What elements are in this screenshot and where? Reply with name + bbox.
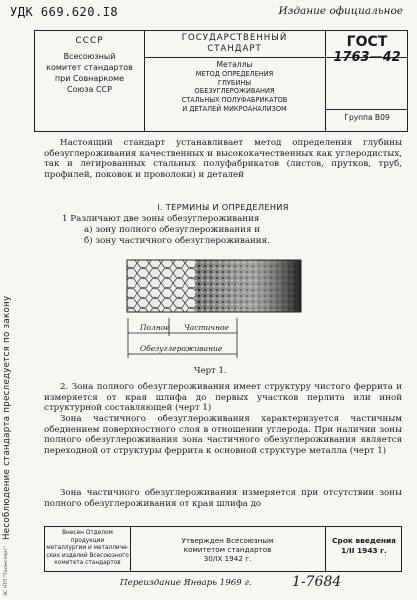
issuing-body-line: при Совнаркоме bbox=[54, 74, 125, 83]
issuing-body-line: Всесоюзный bbox=[63, 52, 116, 61]
approved-by bbox=[130, 536, 325, 564]
effective-date-line: Срок введения bbox=[332, 536, 396, 545]
standard-title-line: ГЛУБИНЫ bbox=[217, 78, 252, 87]
state-standard-label bbox=[144, 33, 325, 55]
official-edition-label: Издание официальное bbox=[278, 5, 403, 17]
udk-code: УДК 669.620.I8 bbox=[10, 5, 119, 19]
standard-title-line: ОБЕЗУГЛЕРОЖИВАНИЯ bbox=[194, 87, 275, 96]
list-item: 1 Различают две зоны обезуглероживания bbox=[62, 214, 260, 224]
approved-by-line: Утвержден Всесоюзным bbox=[181, 536, 274, 545]
state-standard-line: ГОСУДАРСТВЕННЫЙ bbox=[181, 33, 288, 43]
list-item: а) зону полного обезуглероживания и bbox=[84, 225, 260, 235]
submitted-by-line: ских изделий Всесоюзного bbox=[46, 552, 129, 559]
list-item: б) зону частичного обезуглероживания. bbox=[84, 236, 270, 246]
figure-label-partial: Частичное bbox=[184, 323, 229, 332]
submitted-by-line: комитета стандартов bbox=[54, 560, 121, 567]
gost-number: 1763—42 bbox=[333, 50, 401, 65]
microstructure-figure bbox=[125, 258, 303, 320]
issuing-body-line: комитет стандартов bbox=[46, 63, 133, 72]
standard-header-table bbox=[34, 30, 408, 132]
state-standard-line: СТАНДАРТ bbox=[207, 44, 262, 54]
standard-title bbox=[144, 61, 325, 114]
ussr-title: СССР bbox=[75, 36, 104, 46]
submitted-by-line: Внесен Отделом продукции bbox=[62, 530, 113, 544]
issuing-body bbox=[35, 36, 144, 95]
header-divider bbox=[325, 109, 407, 110]
approval-footer-table bbox=[44, 526, 402, 572]
group-code: Группа В09 bbox=[344, 113, 390, 122]
paragraph-3: Зона частичного обезуглероживания характеризуется частичным обеднением поверхностного слоя в отношении углерода. При наличии зоны полного обезуглероживания зона частичного обезуглероживания является переходной от структуры феррита к основной структуре металла (черт 1) bbox=[44, 414, 402, 456]
standard-title-line: МЕТОД ОПРЕДЕЛЕНИЯ bbox=[195, 69, 274, 78]
side-legal-note: Несоблюдение стандарта преследуется по закону bbox=[2, 295, 12, 540]
intro-paragraph: Настоящий стандарт устанавливает метод определения глубины обезуглероживания качественных и высококачественных как углеродистых, так и легированных стальных полуфабрикатов (листов, прутков, труб, профилей, поковок и проволоки) и деталей bbox=[44, 138, 402, 180]
standard-title-line: СТАЛЬНЫХ ПОЛУФАБРИКАТОВ bbox=[181, 96, 288, 105]
reprint-note: Переиздание Январь 1969 г. bbox=[120, 578, 252, 588]
gost-designation bbox=[325, 34, 409, 66]
approved-by-line: 30/IX 1942 г. bbox=[203, 554, 252, 564]
figure-label-full: Полное bbox=[140, 323, 170, 332]
submitted-by-line: металлургии и металличе- bbox=[46, 545, 129, 552]
issuing-body-line: Союза ССР bbox=[67, 85, 112, 94]
paragraph-4: Зона частичного обезуглероживания измеряется при отсутствии зоны полного обезуглероживания от края шлифа до bbox=[44, 488, 402, 509]
gost-label: ГОСТ bbox=[346, 34, 388, 50]
figure-label-total: Обезуглероживание bbox=[140, 344, 223, 353]
side-source-note: ЭС НТП "Техэксперт" bbox=[4, 546, 9, 596]
standard-title-line: И ДЕТАЛЕЙ МИКРОАНАЛИЗОМ bbox=[182, 104, 287, 113]
effective-date-line: 1/II 1943 г. bbox=[341, 545, 387, 555]
figure-caption: Черт 1. bbox=[194, 366, 227, 376]
submitted-by bbox=[45, 530, 130, 568]
paragraph-2: 2. Зона полного обезуглероживания имеет структуру чистого феррита и измеряется от края шлифа до первых участков перлита или иной структурной составляющей (черт 1) bbox=[44, 382, 402, 414]
approved-by-line: комитетом стандартов bbox=[183, 545, 272, 555]
full-zone-region bbox=[127, 260, 195, 312]
standard-title-line: Металлы bbox=[216, 60, 253, 69]
section-heading: I. ТЕРМИНЫ И ОПРЕДЕЛЕНИЯ bbox=[157, 202, 289, 212]
effective-date bbox=[325, 536, 403, 556]
handwritten-number: 1-7684 bbox=[292, 574, 342, 590]
